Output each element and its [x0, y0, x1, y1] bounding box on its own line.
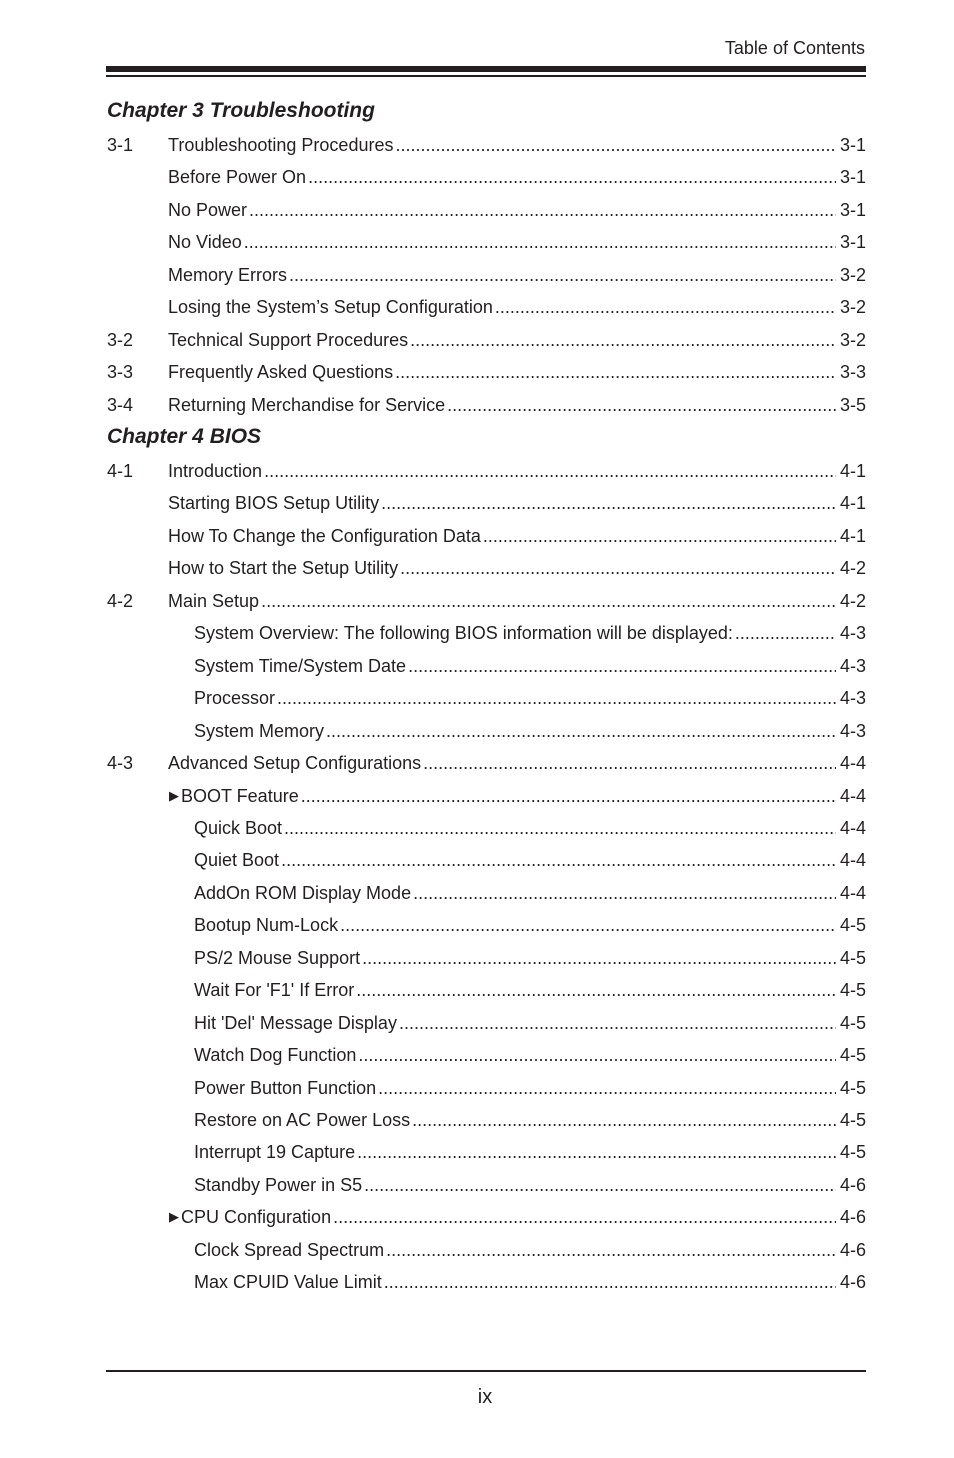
section-number: 3-3 — [107, 362, 134, 383]
toc-entry[interactable] — [107, 395, 866, 419]
dot-leader — [423, 753, 836, 774]
entry-title — [168, 265, 287, 286]
entry-title-text: Bootup Num-Lock — [194, 915, 339, 936]
entry-title-text: BOOT Feature — [181, 785, 299, 806]
dot-leader — [400, 558, 836, 579]
entry-page-number: 4-3 — [839, 655, 866, 676]
entry-page-number: 4-3 — [839, 623, 866, 644]
entry-page-number: 4-6 — [839, 1272, 866, 1293]
entry-title-text: System Time/System Date — [194, 655, 407, 676]
toc-entry[interactable] — [107, 1175, 866, 1199]
entry-title-text: CPU Configuration — [181, 1207, 332, 1228]
entry-title-text: Troubleshooting Procedures — [168, 135, 394, 155]
entry-page-number: 4-5 — [839, 980, 866, 1001]
dot-leader — [249, 200, 836, 221]
entry-title — [194, 688, 275, 709]
dot-leader — [264, 461, 836, 482]
dot-leader — [412, 1110, 836, 1131]
toc-entry[interactable] — [107, 688, 866, 712]
toc-entry[interactable] — [107, 1110, 866, 1134]
toc-entry[interactable] — [107, 1142, 866, 1166]
chapter-heading: Chapter 4 BIOS — [107, 425, 262, 448]
dot-leader — [495, 297, 836, 318]
dot-leader — [261, 591, 836, 612]
entry-page-number: 4-4 — [839, 817, 866, 838]
entry-page-number: 4-4 — [839, 785, 866, 806]
dot-leader — [364, 1175, 836, 1196]
entry-page-number: 3-1 — [839, 167, 866, 188]
entry-title — [194, 915, 338, 936]
entry-title-text: No Video — [168, 232, 242, 253]
entry-title-text: Losing the System’s Setup Configuration — [168, 297, 493, 318]
dot-leader — [395, 362, 836, 383]
entry-page-number: 3-2 — [839, 329, 866, 350]
dot-leader — [333, 1207, 836, 1228]
dot-leader — [326, 721, 836, 742]
toc-entry[interactable] — [107, 1207, 866, 1231]
running-header: Table of Contents — [724, 38, 865, 58]
entry-page-number: 4-6 — [839, 1174, 866, 1195]
toc-entry[interactable] — [107, 850, 866, 874]
entry-title — [168, 526, 481, 547]
entry-page-number: 4-2 — [839, 590, 866, 611]
toc-entry[interactable] — [107, 883, 866, 907]
toc-entry[interactable] — [107, 167, 866, 191]
entry-title-text: Interrupt 19 Capture — [194, 1142, 356, 1163]
entry-title-text: Watch Dog Function — [194, 1045, 357, 1066]
dot-leader — [362, 948, 836, 969]
entry-title-text: Before Power On — [168, 167, 307, 188]
dot-leader — [410, 330, 836, 351]
toc-entry[interactable] — [107, 461, 866, 485]
entry-title — [169, 1207, 331, 1228]
entry-page-number: 4-4 — [839, 882, 866, 903]
dot-leader — [289, 265, 836, 286]
dot-leader — [413, 883, 836, 904]
toc-entry[interactable] — [107, 915, 866, 939]
entry-title-text: Advanced Setup Configurations — [168, 753, 422, 774]
entry-title — [194, 1013, 397, 1034]
dot-leader — [735, 623, 836, 644]
entry-title-text: Returning Merchandise for Service — [168, 394, 446, 415]
entry-title — [194, 656, 406, 677]
entry-title-text: No Power — [168, 199, 248, 220]
entry-title — [169, 786, 299, 807]
entry-title — [194, 1078, 376, 1099]
entry-title — [168, 362, 393, 383]
entry-title — [168, 330, 408, 351]
dot-leader — [244, 232, 836, 253]
dot-leader — [408, 656, 836, 677]
entry-title-text: System Memory — [194, 720, 325, 741]
entry-title — [194, 721, 324, 742]
toc-entry[interactable] — [107, 623, 866, 647]
entry-title — [194, 980, 354, 1001]
page-number: ix — [477, 1386, 493, 1408]
toc-entry[interactable] — [107, 591, 866, 615]
entry-title — [168, 232, 242, 253]
entry-title — [168, 493, 379, 514]
dot-leader — [301, 786, 836, 807]
entry-page-number: 3-1 — [839, 199, 866, 220]
dot-leader — [308, 167, 836, 188]
dot-leader — [447, 395, 836, 416]
triangle-bullet-icon: ▶ — [169, 1209, 179, 1225]
entry-page-number: 4-1 — [839, 525, 866, 546]
entry-title-text: AddOn ROM Display Mode — [194, 882, 412, 903]
entry-page-number: 3-1 — [839, 135, 866, 155]
entry-page-number: 4-5 — [839, 1045, 866, 1066]
entry-title — [194, 1045, 356, 1066]
toc-entry[interactable] — [107, 786, 866, 810]
entry-title-text: Processor — [194, 688, 276, 709]
entry-page-number: 4-2 — [839, 558, 866, 579]
dot-leader — [357, 1142, 836, 1163]
entry-title-text: Quick Boot — [194, 817, 283, 838]
entry-title — [194, 1110, 410, 1131]
dot-leader — [381, 493, 836, 514]
entry-page-number: 4-6 — [839, 1239, 866, 1260]
entry-title-text: Starting BIOS Setup Utility — [168, 493, 380, 514]
chapter-heading: Chapter 3 Troubleshooting — [107, 99, 375, 122]
entry-title — [168, 135, 393, 156]
entry-title — [194, 1272, 382, 1293]
entry-title-text: Hit 'Del' Message Display — [194, 1012, 397, 1033]
dot-leader — [399, 1013, 836, 1034]
entry-title-text: Technical Support Procedures — [168, 329, 409, 350]
entry-title — [168, 167, 306, 188]
dot-leader — [395, 135, 836, 156]
entry-page-number: 4-3 — [839, 720, 866, 741]
entry-title — [194, 883, 411, 904]
entry-title — [194, 818, 282, 839]
entry-title-text: How to Start the Setup Utility — [168, 558, 399, 579]
toc-entry[interactable] — [107, 656, 866, 680]
toc-entry[interactable] — [107, 200, 866, 224]
dot-leader — [281, 850, 836, 871]
entry-title-text: Restore on AC Power Loss — [194, 1110, 411, 1130]
dot-leader — [284, 818, 836, 839]
toc-entry[interactable] — [107, 1013, 866, 1037]
entry-page-number: 4-5 — [839, 1142, 866, 1163]
entry-title-text: Wait For 'F1' If Error — [194, 980, 355, 1001]
toc-entry[interactable] — [107, 330, 866, 354]
toc-entry[interactable] — [107, 1078, 866, 1102]
section-number: 3-2 — [107, 329, 134, 350]
entry-title — [168, 395, 445, 416]
dot-leader — [378, 1078, 836, 1099]
entry-title — [168, 753, 421, 774]
entry-title-text: Quiet Boot — [194, 850, 280, 871]
entry-title — [168, 591, 259, 612]
dot-leader — [277, 688, 836, 709]
header-rule-thick — [106, 66, 866, 72]
entry-title — [194, 1240, 384, 1261]
entry-title — [194, 850, 279, 871]
toc-entry[interactable] — [107, 753, 866, 777]
entry-title-text: Memory Errors — [168, 264, 288, 285]
section-number: 4-3 — [107, 753, 134, 774]
dot-leader — [356, 980, 836, 1001]
toc-entry[interactable] — [107, 948, 866, 972]
entry-title-text: Max CPUID Value Limit — [194, 1272, 382, 1293]
section-number: 3-1 — [107, 135, 134, 155]
toc-entry[interactable] — [107, 1272, 866, 1296]
entry-title-text: Clock Spread Spectrum — [194, 1239, 385, 1260]
entry-title — [194, 948, 360, 969]
entry-title-text: Standby Power in S5 — [194, 1174, 363, 1195]
section-number: 3-4 — [107, 394, 134, 415]
toc-entry[interactable] — [107, 265, 866, 289]
dot-leader — [384, 1272, 836, 1293]
entry-title-text: Introduction — [168, 461, 263, 481]
dot-leader — [358, 1045, 836, 1066]
entry-page-number: 4-5 — [839, 915, 866, 936]
toc-entry[interactable] — [107, 980, 866, 1004]
section-number: 4-2 — [107, 590, 134, 611]
toc-entry[interactable] — [107, 297, 866, 321]
entry-title-text: Main Setup — [168, 590, 260, 611]
toc-entry[interactable] — [107, 1240, 866, 1264]
entry-page-number: 4-4 — [839, 753, 866, 774]
toc-entry[interactable] — [107, 232, 866, 256]
entry-title-text: How To Change the Configuration Data — [168, 525, 481, 546]
entry-page-number: 3-1 — [839, 232, 866, 253]
entry-page-number: 3-2 — [839, 264, 866, 285]
triangle-bullet-icon: ▶ — [169, 787, 179, 803]
toc-entry[interactable] — [107, 818, 866, 842]
toc-entry[interactable] — [107, 526, 866, 550]
entry-page-number: 4-1 — [839, 493, 866, 514]
entry-page-number: 3-3 — [839, 362, 866, 383]
dot-leader — [386, 1240, 836, 1261]
entry-page-number: 4-5 — [839, 1012, 866, 1033]
toc-entry[interactable] — [107, 493, 866, 517]
entry-page-number: 4-1 — [839, 461, 866, 481]
toc-entry[interactable] — [107, 362, 866, 386]
dot-leader — [483, 526, 836, 547]
entry-page-number: 3-5 — [839, 394, 866, 415]
footer-rule — [106, 1370, 866, 1372]
entry-title — [168, 297, 493, 318]
entry-page-number: 4-5 — [839, 1110, 866, 1130]
entry-title-text: PS/2 Mouse Support — [194, 947, 361, 968]
entry-page-number: 4-5 — [839, 1077, 866, 1098]
entry-title — [194, 1175, 362, 1196]
entry-title — [194, 623, 733, 644]
entry-title — [168, 200, 247, 221]
toc-entry[interactable] — [107, 135, 866, 159]
entry-title-text: System Overview: The following BIOS information will be displayed: — [194, 623, 733, 644]
entry-page-number: 4-3 — [839, 688, 866, 709]
entry-title — [168, 558, 398, 579]
entry-title — [168, 461, 262, 482]
header-rule-thin — [106, 75, 866, 77]
entry-title-text: Power Button Function — [194, 1077, 377, 1098]
toc-entry[interactable] — [107, 1045, 866, 1069]
entry-page-number: 3-2 — [839, 297, 866, 318]
entry-title-text: Frequently Asked Questions — [168, 362, 394, 383]
entry-title — [194, 1142, 355, 1163]
toc-entry[interactable] — [107, 558, 866, 582]
toc-entry[interactable] — [107, 721, 866, 745]
entry-page-number: 4-6 — [839, 1207, 866, 1228]
dot-leader — [340, 915, 836, 936]
entry-page-number: 4-5 — [839, 947, 866, 968]
entry-page-number: 4-4 — [839, 850, 866, 871]
section-number: 4-1 — [107, 461, 134, 481]
